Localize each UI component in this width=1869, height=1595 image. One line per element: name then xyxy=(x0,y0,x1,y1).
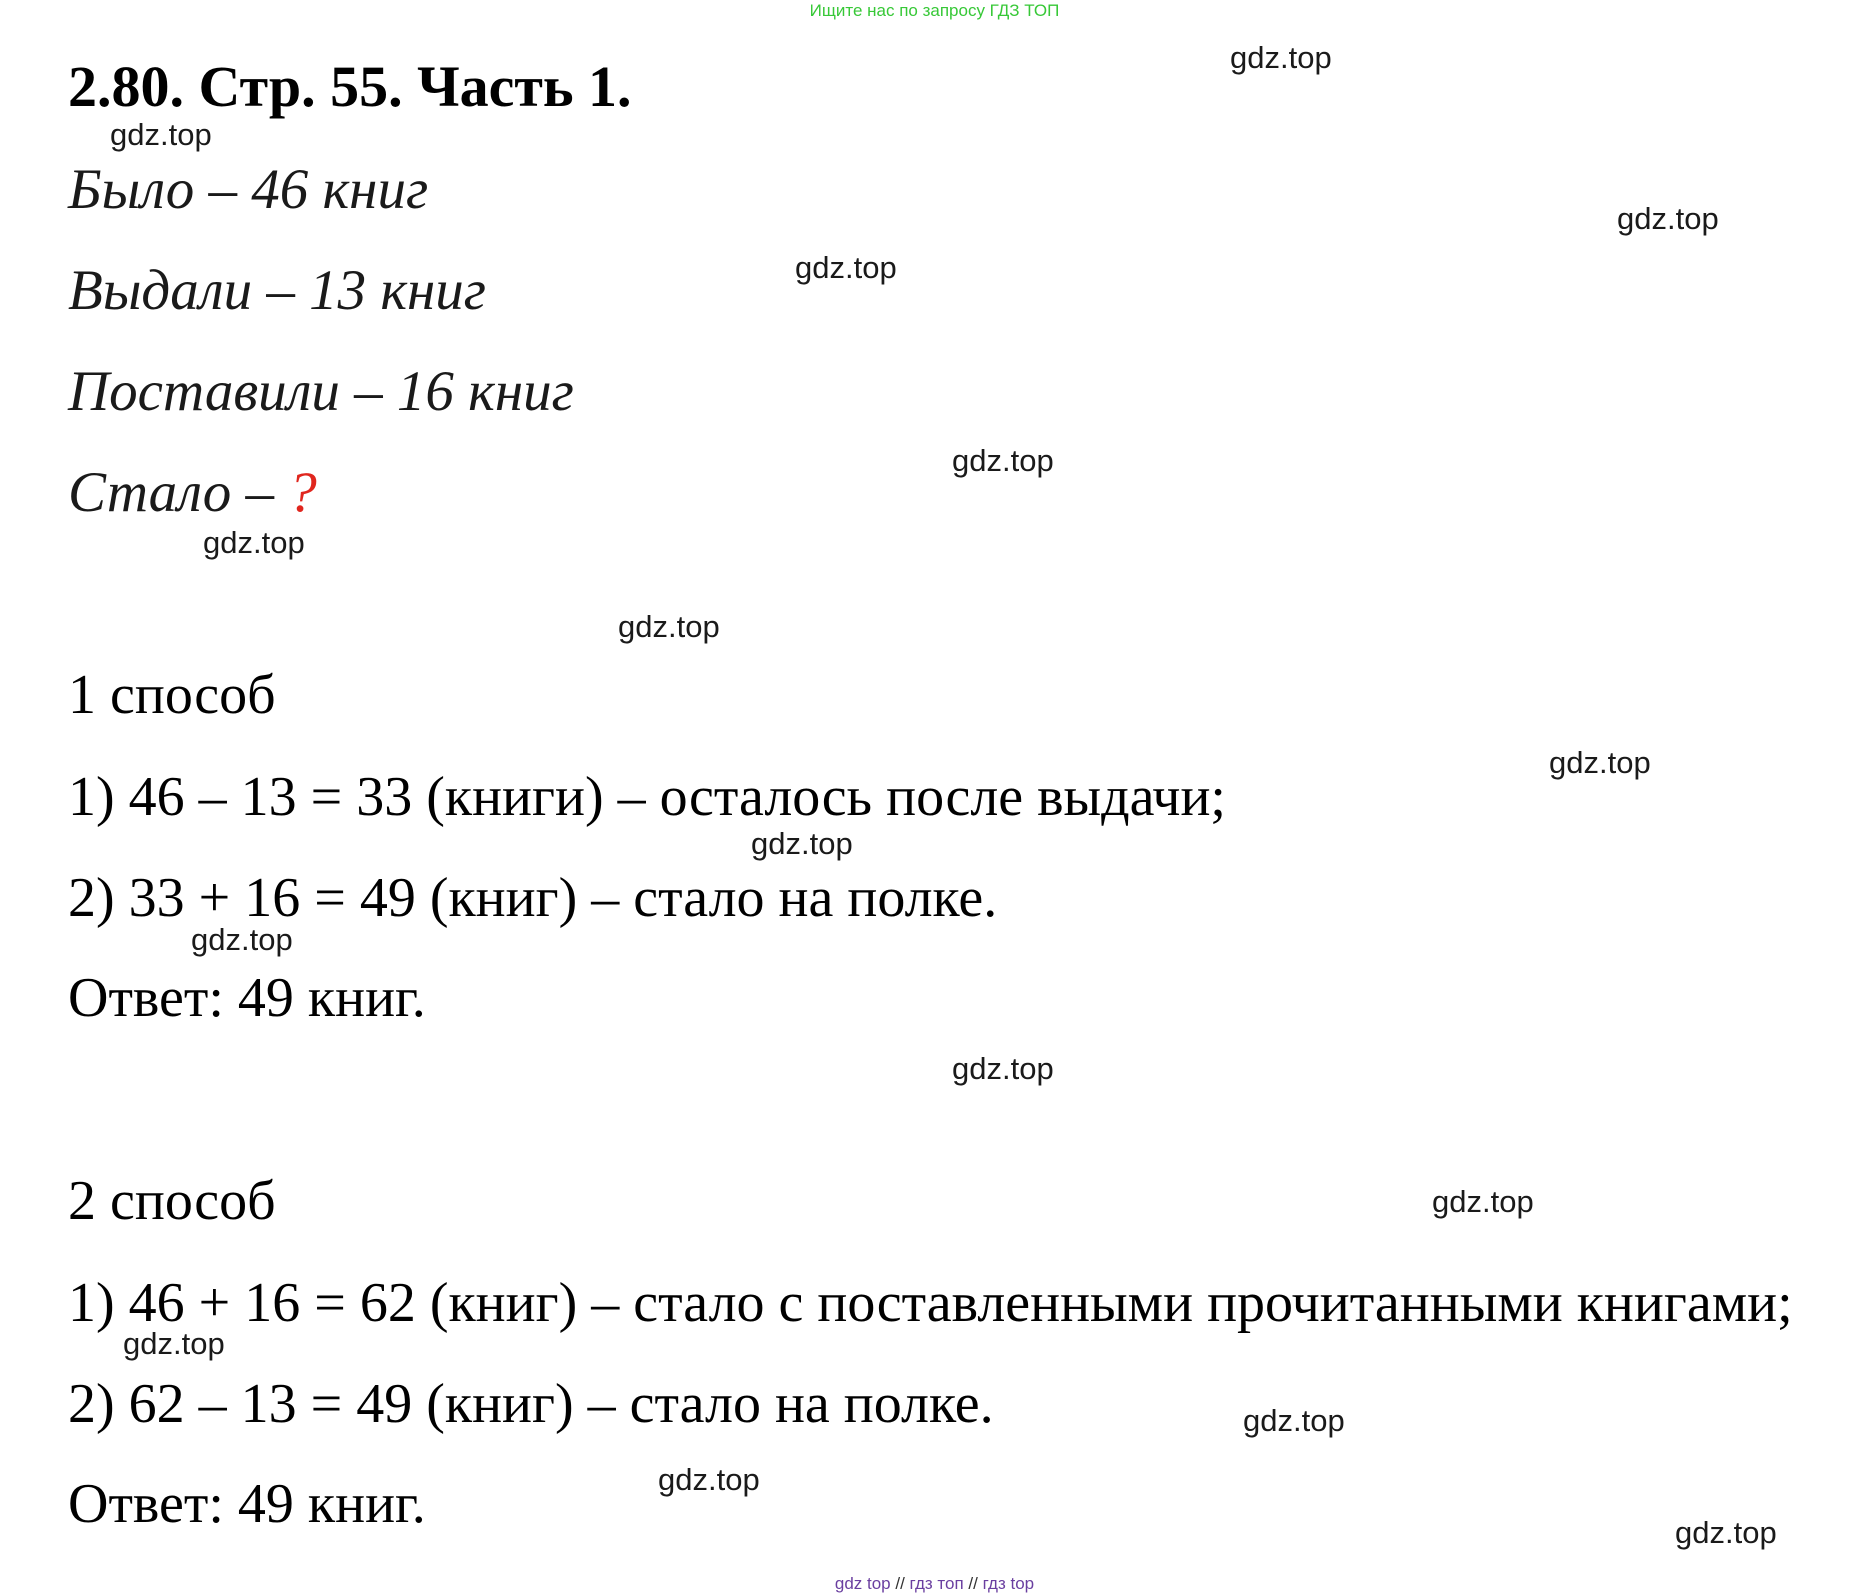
footer-separator: // xyxy=(968,1574,978,1593)
footer-links xyxy=(0,1573,1869,1595)
given-became xyxy=(68,458,317,528)
footer-link-gdz-top-mixed[interactable]: гдз top xyxy=(982,1574,1035,1593)
method2-answer: Ответ: 49 книг. xyxy=(68,1473,426,1535)
watermark: gdz.top xyxy=(1675,1515,1777,1550)
watermark: gdz.top xyxy=(952,443,1054,478)
watermark: gdz.top xyxy=(751,826,853,861)
watermark: gdz.top xyxy=(110,117,212,152)
method1-answer: Ответ: 49 книг. xyxy=(68,967,426,1029)
watermark: gdz.top xyxy=(1243,1403,1345,1438)
watermark: gdz.top xyxy=(1617,201,1719,236)
watermark: gdz.top xyxy=(952,1051,1054,1086)
question-mark: ? xyxy=(288,461,317,524)
footer-link-gdz-top[interactable]: gdz top xyxy=(834,1574,891,1593)
method2-step2: 2) 62 – 13 = 49 (книг) – стало на полке. xyxy=(68,1373,994,1435)
watermark: gdz.top xyxy=(123,1326,225,1361)
watermark: gdz.top xyxy=(795,250,897,285)
given-returned: Поставили – 16 книг xyxy=(68,360,574,423)
watermark: gdz.top xyxy=(1230,40,1332,75)
given-became-label: Стало – xyxy=(68,461,289,524)
method2-step1: 1) 46 + 16 = 62 (книг) – стало с поставленными прочитанными книгами; xyxy=(68,1272,1793,1334)
watermark: gdz.top xyxy=(618,609,720,644)
watermark: gdz.top xyxy=(191,922,293,957)
top-banner: Ищите нас по запросу ГДЗ ТОП xyxy=(809,1,1060,20)
watermark: gdz.top xyxy=(658,1462,760,1497)
watermark: gdz.top xyxy=(1549,745,1651,780)
method1-step1: 1) 46 – 13 = 33 (книги) – осталось после выдачи; xyxy=(68,766,1226,828)
given-was: Было – 46 книг xyxy=(68,158,429,221)
page-title: 2.80. Стр. 55. Часть 1. xyxy=(68,54,632,119)
method2-heading: 2 способ xyxy=(68,1170,276,1232)
method1-step2: 2) 33 + 16 = 49 (книг) – стало на полке. xyxy=(68,867,998,929)
watermark: gdz.top xyxy=(1432,1184,1534,1219)
watermark: gdz.top xyxy=(203,525,305,560)
footer-separator: // xyxy=(895,1574,905,1593)
method1-heading: 1 способ xyxy=(68,664,276,726)
given-issued: Выдали – 13 книг xyxy=(68,259,487,322)
footer-link-gdz-top-ru[interactable]: гдз топ xyxy=(909,1574,964,1593)
